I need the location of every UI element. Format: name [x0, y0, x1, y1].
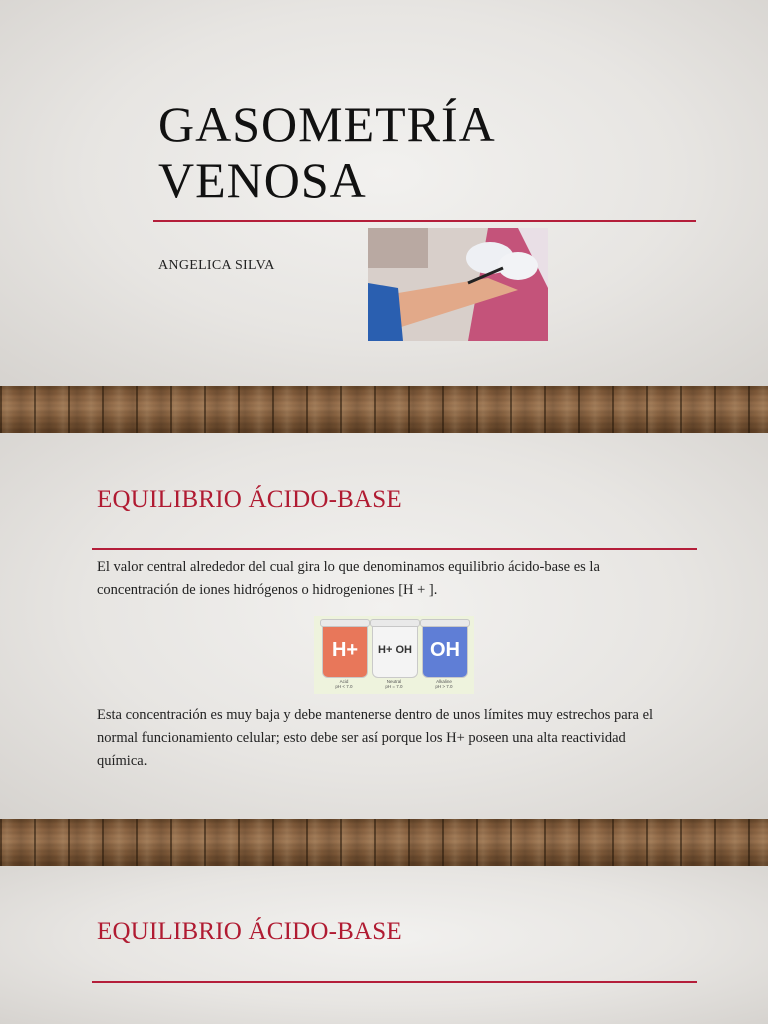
acid-beaker-label: H+ — [331, 638, 359, 661]
intro-paragraph: El valor central alrededor del cual gira lo que denominamos equilibrio ácido-base es la concentración de iones hidrógenos o hidrogeniones [H + ]. — [97, 559, 600, 598]
title-slide — [0, 0, 768, 386]
content-slide — [0, 866, 768, 1024]
neutral-beaker-label: H+ OH — [378, 644, 412, 656]
acid-beaker — [322, 622, 368, 678]
alkaline-beaker-label: OH — [430, 638, 460, 661]
slide-heading: EQUILIBRIO ÁCIDO-BASE — [97, 918, 402, 945]
ph-beakers-figure — [314, 616, 474, 694]
blood-draw-photo — [368, 228, 548, 341]
slide-heading: EQUILIBRIO ÁCIDO-BASE — [97, 486, 402, 513]
heading-divider — [92, 548, 697, 550]
wood-divider — [0, 386, 768, 433]
title-divider — [153, 220, 696, 222]
author-name: ANGELICA SILVA — [158, 258, 275, 273]
alkaline-beaker — [422, 622, 468, 678]
content-slide — [0, 433, 768, 819]
alkaline-caption: Alkaline pH > 7.0 — [435, 679, 453, 689]
blood-draw-illustration — [368, 228, 548, 341]
heading-divider — [92, 981, 697, 983]
neutral-caption: Neutral pH = 7.0 — [385, 679, 403, 689]
detail-paragraph: Esta concentración es muy baja y debe mantenerse dentro de unos límites muy estrechos para el normal funcionamiento celular; esto debe ser así porque los H+ poseen una alta reactividad química. — [97, 707, 654, 769]
neutral-beaker — [372, 622, 418, 678]
acid-caption: Acid pH < 7.0 — [335, 679, 353, 689]
presentation-title: GASOMETRÍA VENOSA — [158, 96, 494, 208]
wood-divider — [0, 819, 768, 866]
